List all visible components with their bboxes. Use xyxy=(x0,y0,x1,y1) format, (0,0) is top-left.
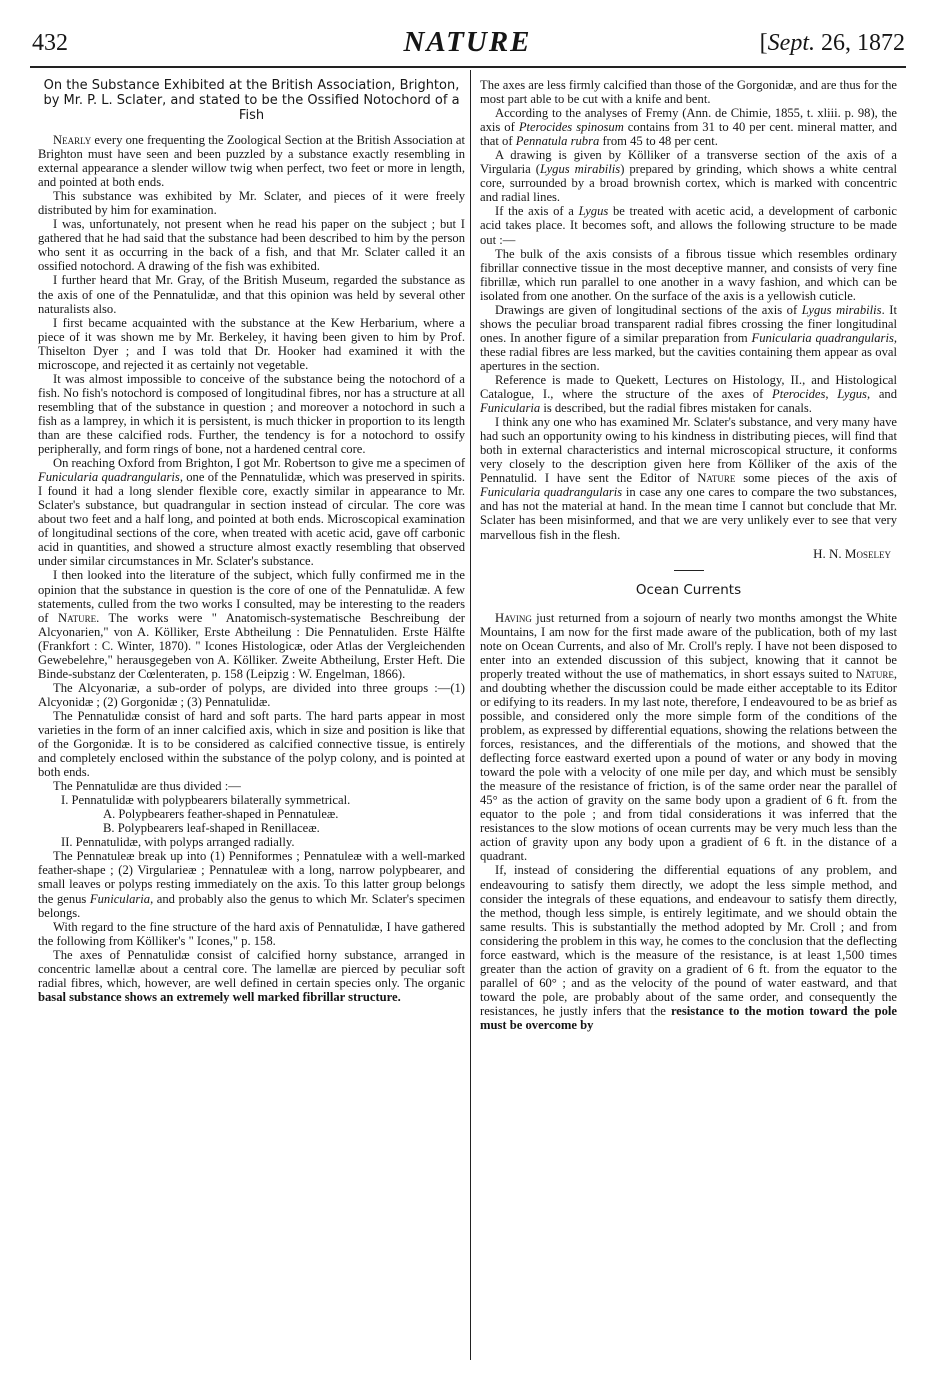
header-rule xyxy=(30,66,906,68)
paragraph: I was, unfortunately, not present when he read his paper on the subject ; but I gathered that he had said that the substance had been described to him by the person who sent it as occurring in the back of a fish, and that Mr. Sclater called it an ossified notochord. A drawing of the fish was exhibited. xyxy=(38,217,465,274)
journal-title: NATURE xyxy=(403,26,532,58)
paragraph: I think any one who has examined Mr. Sclater's substance, and very many have had such an opportunity owing to his kindness in distributing pieces, will find that both in external characteristics and internal microscopical structure, it conforms very closely to the description given here from Kölliker of the axis of the Pennatulid. I have sent the Editor of Nature some pieces of the axis of Funicularia quadrangularis in case any one cares to compare the two substances, and has not the material at hand. In the mean time I cannot but conclude that Mr. Sclater has been misinformed, and that we are very unlikely ever to see that very marvellous fish in the flesh. xyxy=(480,415,897,542)
paragraph: The Pennatuleæ break up into (1) Penniformes ; Pennatuleæ with a well-marked feather-shape ; (2) Virgularieæ ; Pennatuleæ with a long, narrow polypbearer, and small leaves or polyps resting immediately on the axis. To this latter group belongs the genus Funicularia, and probably also the genus to which Mr. Sclater's specimen belongs. xyxy=(38,849,465,920)
paragraph: If the axis of a Lygus be treated with acetic acid, a development of carbonic acid takes place. It becomes soft, and allows the following structure to be made out :— xyxy=(480,204,897,247)
article-title: On the Substance Exhibited at the British Association, Brighton, by Mr. P. L. Sclater, and stated to be the Ossified Notochord of a Fish xyxy=(43,78,460,123)
column-divider xyxy=(470,70,471,1360)
paragraph: Having just returned from a sojourn of nearly two months amongst the White Mountains, I am now for the first made aware of the publication, both of my last note on Ocean Currents, and also of Mr. Croll's reply. I have not been disposed to enter into an extended discussion of this subject, knowing that it cannot be properly treated without the use of mathematics, in short essays suited to Nature, and doubting whether the discussion could be made either acceptable to its Editor or edifying to its readers. In my last note, therefore, I endeavoured to be as brief as possible, and considered only the more simple form of the conditions of the problem, as expressed by differential equations, showing the relations between the forces, resistances, and the differentials of the motions, and showed that the deflecting force eastward exerted upon a pound of water or any body in moving toward the pole with a velocity of one mile per day, and which must be sensibly the measure of the resistance of friction, is of the same order near the parallel of 45° as the action of gravity on the same body upon a gradient of 6 ft. from the equator to the pole ; and from tidal considerations it was inferred that the resistances to the slow motions of ocean currents may be very much less than the action of gravity upon any body upon a gradient of 6 ft. in the distance of a quadrant. xyxy=(480,610,897,864)
left-column xyxy=(38,78,465,1004)
paragraph: I first became acquainted with the substance at the Kew Herbarium, where a piece of it was shown me by Mr. Berkeley, it having been given to him by Prof. Thiselton Dyer ; and I was told that Dr. Hooker had examined it with the microscope, and rejected it as certainly not vegetable. xyxy=(38,315,465,372)
paragraph: It was almost impossible to conceive of the substance being the notochord of a fish. No fish's notochord is composed of longitudinal fibres, nor has a structure at all resembling that of the substance in question ; and moreover a notochord in such a fish as a lamprey, in which it is persistent, is much thicker in proportion to its length than are these calcified rods. Further, the tendency is for a notochord to ossify peripherally, and form rings of bone, not a hardened central core. xyxy=(38,371,465,457)
paragraph: The axes of Pennatulidæ consist of calcified horny substance, arranged in concentric lamellæ about a central core. The lamellæ are pierced by peculiar soft radial fibres, which, however, are well defined in certain species only. The organic basal substance shows an extremely well marked fibrillar structure. xyxy=(38,947,465,1004)
paragraph: The axes are less firmly calcified than those of the Gorgonidæ, and are thus for the most part able to be cut with a knife and bent. xyxy=(480,78,897,107)
paragraph: The Pennatulidæ are thus divided :— xyxy=(53,779,241,794)
paragraph: This substance was exhibited by Mr. Sclater, and pieces of it were freely distributed by him for examination. xyxy=(38,189,465,218)
paragraph: On reaching Oxford from Brighton, I got Mr. Robertson to give me a specimen of Funicularia quadrangularis, one of the Pennatulidæ, which was preserved in spirits. I found it had a long slender flexible core, exactly similar in appearance to Mr. Sclater's substance, but quadrangular in section instead of circular. The core was about two feet and a half long, and pointed at both ends. Microscopical examination of longitudinal sections of the core, when treated with acetic acid, gave off carbonic acid in quantities, and showed a structure almost exactly resembling that observed under similar circumstances in Mr. Sclater's substance. xyxy=(38,456,466,569)
paragraph: Reference is made to Quekett, Lectures on Histology, II., and Histological Catalogue, I., where the structure of the axes of Pterocides, Lygus, and Funicularia is described, but the radial fibres mistaken for canals. xyxy=(480,372,898,416)
paragraph: The bulk of the axis consists of a fibrous tissue which resembles ordinary fibrillar connective tissue in the most deceptive manner, and consists of very fine fibrillæ, which run parallel to one another in a wavy fashion, and which can be isolated from one another. On the surface of the axis is a yellowish cuticle. xyxy=(480,246,897,303)
paragraph: With regard to the fine structure of the hard axis of Pennatulidæ, I have gathered the following from Kölliker's " Icones," p. 158. xyxy=(38,919,465,948)
classification-item: I. Pennatulidæ with polypbearers bilaterally symmetrical. xyxy=(61,793,351,808)
section-separator xyxy=(674,570,704,571)
classification-item: B. Polypbearers leaf-shaped in Renillaceæ. xyxy=(103,821,320,836)
paragraph: According to the analyses of Fremy (Ann. de Chimie, 1855, t. xliii. p. 98), the axis of Pterocides spinosum contains from 31 to 40 per cent. mineral matter, and that of Pennatula rubra from 45 to 48 per cent. xyxy=(480,106,897,149)
classification-item: II. Pennatulidæ, with polyps arranged radially. xyxy=(61,835,295,850)
classification-item: A. Polypbearers feather-shaped in Pennatuleæ. xyxy=(103,807,339,822)
issue-date: [Sept. 26, 1872 xyxy=(759,30,905,56)
paragraph: Drawings are given of longitudinal sections of the axis of Lygus mirabilis. It shows the peculiar broad transparent radial fibres crossing the finer longitudinal ones. In another figure of a similar preparation from Funicularia quadrangularis, these radial fibres are less marked, but the cavities containing them appear as oval apertures in the section. xyxy=(480,302,897,373)
right-column xyxy=(480,78,897,1032)
paragraph: If, instead of considering the differential equations of any problem, and endeavouring to satisfy them directly, we adopt the less simple method, and consider the integrals of these equations, and endeavour to satisfy them directly, the method, though less simple, is entirely legitimate, and we should obtain the same results. This is substantially the method adopted by Mr. Croll ; and from considering the problem in this way, he comes to the conclusion that the deflecting force eastward, which is the measure of the resistance, is at least 1,500 times greater than the action of gravity on a gradient of 6 ft. from the equator to the parallel of 60° ; and as the velocity of the pound of water eastward, and that toward the pole, are probably about of the same order, and consequently the resistances, he justly infers that the resistance to the motion toward the pole must be overcome by xyxy=(480,863,897,1032)
paragraph: Nearly every one frequenting the Zoological Section at the British Association at Brighton must have seen and been puzzled by a substance exactly resembling in external appearance a slender willow twig when perfect, two feet or more in length, and pointed at both ends. xyxy=(38,133,465,190)
paragraph: The Pennatulidæ consist of hard and soft parts. The hard parts appear in most varieties in the form of an inner calcified axis, which in size and position is like that of the Gorgonidæ. It is to be considered as calcified connective tissue, is entirely and completely enclosed within the substance of the polyp colony, and is pointed at both ends. xyxy=(38,708,465,780)
paragraph: I then looked into the literature of the subject, which fully confirmed me in the opinion that the substance in question is the core of one of the Pennatulidæ. A few statements, culled from the two works I consulted, may be interesting to the readers of Nature. The works were " Anatomisch-systematische Beschreibung der Alcyonarien," von A. Kölliker, Erste Abtheilung : Die Pennatuliden. Erste Hälfte (Frankfort : C. Winter, 1870). " Icones Histologicæ, oder Atlas der Vergleichenden Gewebelehre," herausgegeben von A. Kölliker. Zweite Abtheilung, Erster Heft. Die Binde-substanz der Cœlenteraten, p. 158 (Leipzig : W. Engelman, 1866). xyxy=(38,568,465,681)
page-header xyxy=(30,22,905,62)
author-signature: H. N. Moseley xyxy=(813,545,891,561)
paragraph: A drawing is given by Kölliker of a transverse section of the axis of a Virgularia (Lygus mirabilis) prepared by grinding, which shows a white central core, surrounded by a broad brownish cortex, which is marked with concentric and radial lines. xyxy=(480,148,897,205)
section-heading: Ocean Currents xyxy=(635,581,742,598)
page-number: 432 xyxy=(32,30,68,56)
paragraph: I further heard that Mr. Gray, of the British Museum, regarded the substance as the axis of one of the Pennatulidæ, and that this opinion was held by several other naturalists also. xyxy=(38,273,465,316)
paragraph: The Alcyonariæ, a sub-order of polyps, are divided into three groups :—(1) Alcyonidæ ; (2) Gorgonidæ ; (3) Pennatulidæ. xyxy=(38,680,465,709)
